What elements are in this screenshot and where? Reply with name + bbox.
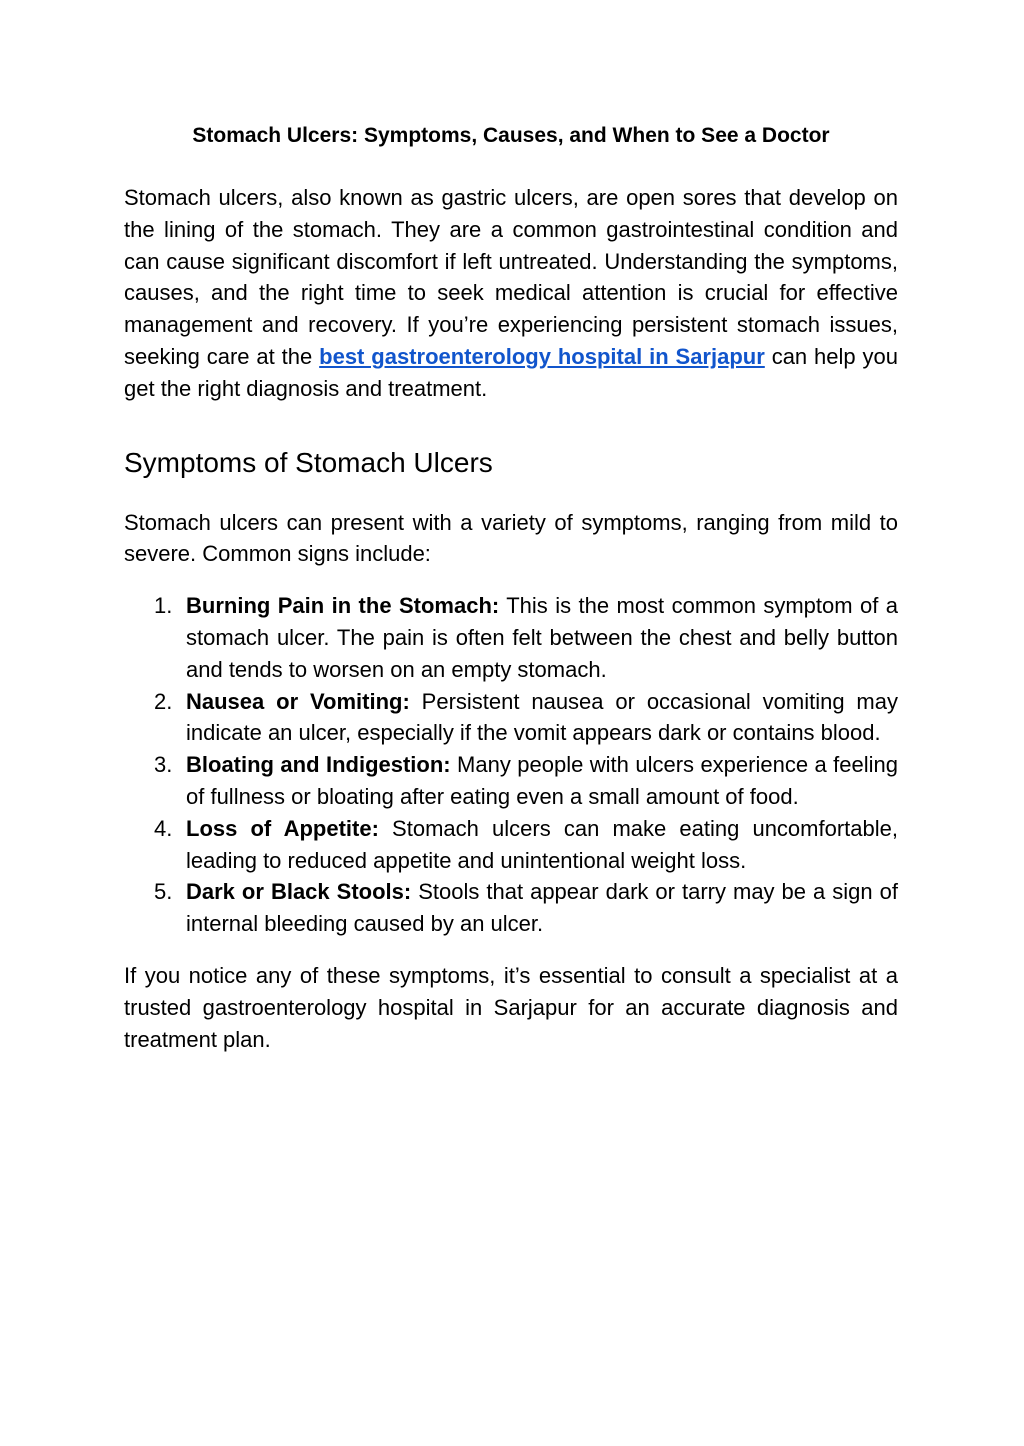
- list-number: 1.: [154, 593, 173, 619]
- symptom-description: Stools that appear dark or tarry may be a sign of internal bleeding caused by an ulcer.: [186, 879, 898, 937]
- intro-paragraph: [124, 182, 898, 405]
- list-number: 5.: [154, 879, 173, 905]
- list-number: 4.: [154, 815, 173, 841]
- list-number: 2.: [154, 688, 173, 714]
- closing-paragraph: If you notice any of these symptoms, it’s essential to consult a specialist at a trusted gastroenterology hospital in Sarjapur for an accurate diagnosis and treatment plan.: [124, 962, 898, 1052]
- symptom-term: Burning Pain in the Stomach:: [186, 593, 500, 619]
- symptom-item-nausea: [124, 686, 898, 750]
- symptoms-heading: Symptoms of Stomach Ulcers: [124, 446, 493, 478]
- symptom-description: Stomach ulcers can make eating uncomfortable, leading to reduced appetite and unintentional weight loss.: [186, 815, 898, 873]
- symptoms-intro-paragraph: Stomach ulcers can present with a variety of symptoms, ranging from mild to severe. Common signs include:: [124, 509, 898, 567]
- symptom-description: This is the most common symptom of a stomach ulcer. The pain is often felt between the chest and belly button and tends to worsen on an empty stomach.: [186, 593, 898, 682]
- list-number: 3.: [154, 752, 173, 778]
- symptom-description: Persistent nausea or occasional vomiting may indicate an ulcer, especially if the vomit appears dark or contains blood.: [186, 688, 898, 746]
- symptom-term: Dark or Black Stools:: [186, 879, 412, 905]
- document-title: Stomach Ulcers: Symptoms, Causes, and When to See a Doctor: [192, 124, 830, 147]
- symptom-term: Bloating and Indigestion:: [186, 752, 451, 778]
- symptoms-list: [124, 590, 898, 940]
- symptom-item-dark-stools: [124, 876, 898, 940]
- symptom-term: Nausea or Vomiting:: [186, 688, 410, 714]
- symptom-description: Many people with ulcers experience a feeling of fullness or bloating after eating even a small amount of food.: [186, 752, 898, 809]
- symptom-item-burning-pain: [124, 590, 898, 685]
- symptom-item-bloating: [124, 749, 898, 813]
- symptom-item-appetite-loss: [124, 813, 898, 877]
- document-page: [124, 120, 898, 1055]
- intro-text-after-link: can help you get the right diagnosis and treatment.: [124, 343, 899, 401]
- hospital-link[interactable]: best gastroenterology hospital in Sarjapur: [319, 343, 765, 369]
- intro-text-before-link: Stomach ulcers, also known as gastric ulcers, are open sores that develop on the lining of the stomach. They are a common gastrointestinal condition and can cause significant discomfort if left untreated. Understanding the symptoms, causes, and the right time to seek medical attention is crucial for effective management and recovery. If you’re experiencing persistent stomach issues, seeking care at the: [124, 185, 898, 369]
- symptom-term: Loss of Appetite:: [186, 815, 379, 841]
